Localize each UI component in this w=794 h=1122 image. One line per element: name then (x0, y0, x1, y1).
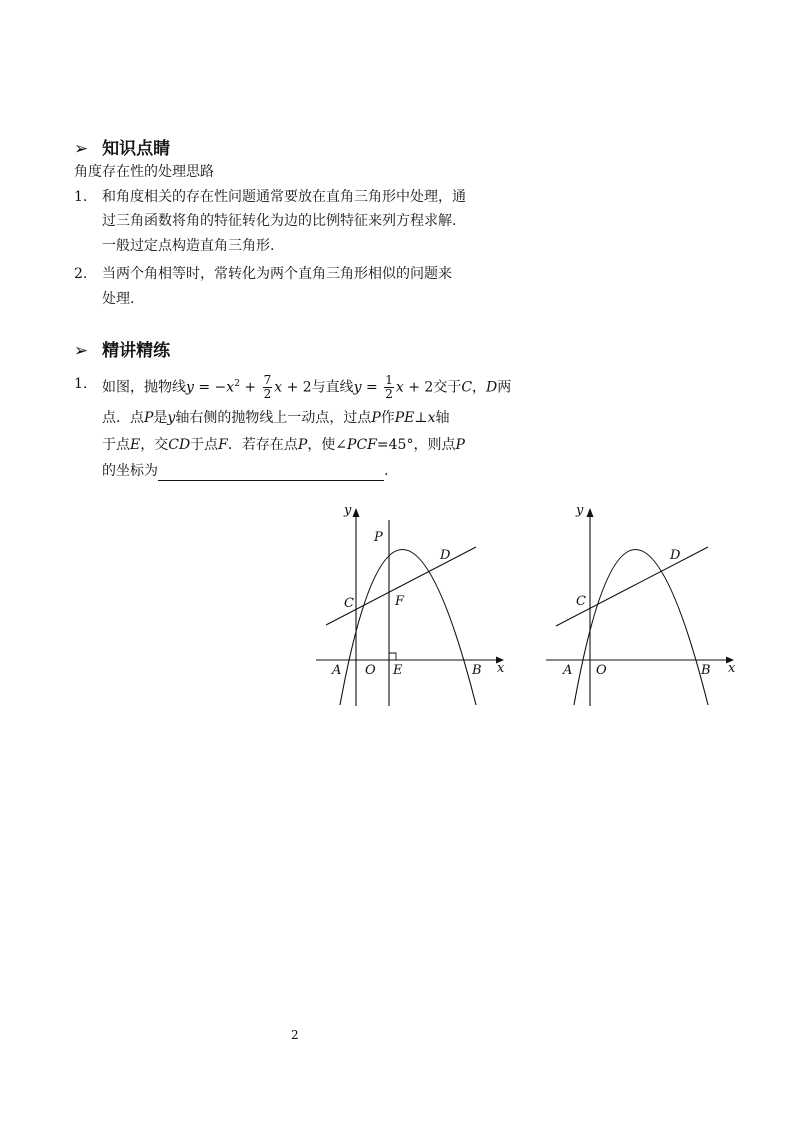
fraction-7-2: $\frac{7}{2}$ (263, 373, 272, 402)
label-b: B (472, 663, 482, 678)
label-c: C (576, 594, 586, 609)
y-axis-arrow-icon (587, 508, 594, 517)
list-number: 2. (74, 266, 88, 282)
problem-line-2: 点．点P是y轴右侧的抛物线上一动点，过点P作PE⊥x轴 (102, 410, 450, 426)
label-c: C (344, 596, 354, 611)
section-title: 知识点睛 (102, 139, 171, 159)
label-d: D (670, 548, 681, 563)
figure-1 (310, 500, 520, 710)
problem-line-3: 于点E，交CD于点F．若存在点P，使∠PCF=45°，则点P (102, 437, 465, 453)
label-e: E (393, 663, 403, 678)
list-line: 当两个角相等时，常转化为两个直角三角形相似的问题来 (102, 266, 452, 282)
right-angle-mark (389, 653, 396, 660)
line-cd (556, 547, 708, 626)
list-line: 处理. (102, 291, 135, 307)
section-title: 精讲精练 (102, 341, 171, 361)
arrow-bullet-icon: ➢ (74, 341, 89, 361)
section-subtitle: 角度存在性的处理思路 (74, 164, 214, 180)
section-heading-practice (74, 336, 170, 361)
fraction-1-2: $\frac{1}{2}$ (385, 373, 393, 402)
arrow-bullet-icon: ➢ (74, 139, 89, 159)
y-axis-arrow-icon (353, 508, 360, 517)
label-a: A (563, 663, 573, 678)
label-x: x (728, 661, 736, 676)
label-d: D (440, 548, 451, 563)
list-line: 一般过定点构造直角三角形. (102, 238, 275, 254)
label-x: x (497, 661, 505, 676)
parabola-curve (574, 550, 708, 706)
answer-blank[interactable] (158, 466, 384, 481)
problem-line-4: 的坐标为 . (102, 463, 389, 479)
list-line: 过三角函数将角的特征转化为边的比例特征来列方程求解. (102, 213, 457, 229)
problem-number: 1. (74, 376, 88, 392)
problem-line-1: 如图，抛物线$y = -x^2$ + $\frac{7}{2}$ x + 2与直线y = $\frac{1}{2}$ x + 2交于C，D两 (102, 373, 512, 402)
list-number: 1. (74, 189, 88, 205)
label-o: O (596, 663, 607, 678)
label-o: O (365, 663, 376, 678)
section-heading-knowledge (74, 134, 170, 159)
label-y: y (576, 503, 584, 518)
label-f: F (395, 594, 405, 609)
label-p: P (374, 530, 383, 545)
line-cd (326, 547, 476, 625)
label-y: y (344, 503, 352, 518)
label-b: B (701, 663, 711, 678)
label-a: A (332, 663, 342, 678)
list-line: 和角度相关的存在性问题通常要放在直角三角形中处理，通 (102, 189, 466, 205)
parabola-curve (340, 550, 476, 706)
page-number: 2 (291, 1028, 299, 1042)
figure-2 (540, 500, 750, 710)
